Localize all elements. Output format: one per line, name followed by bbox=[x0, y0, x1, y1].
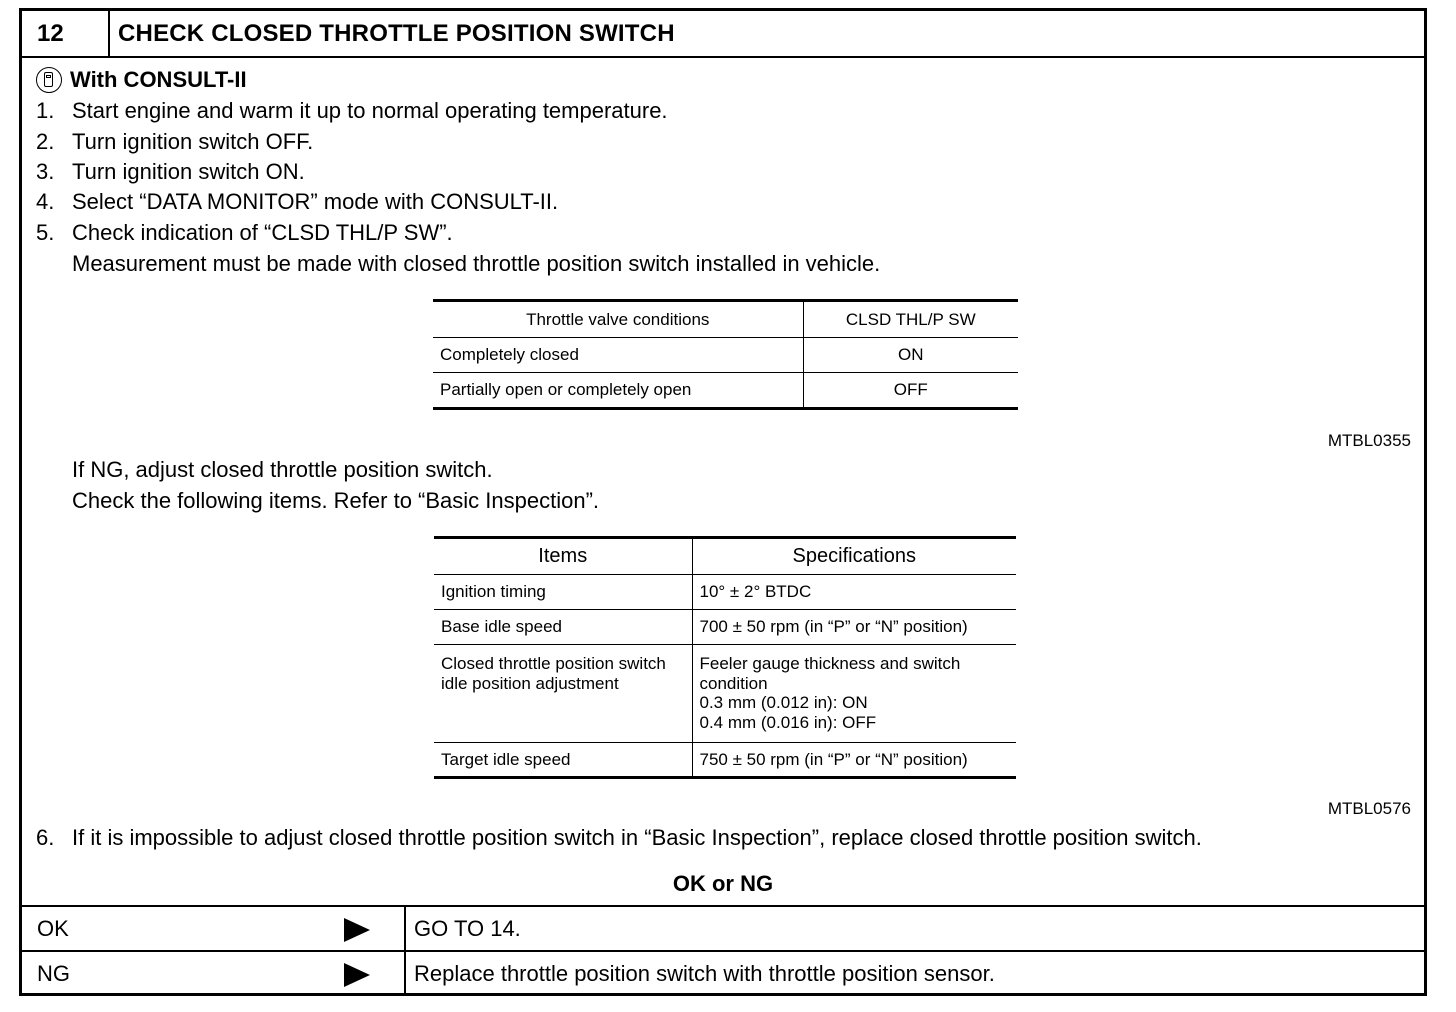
spec-line: 0.4 mm (0.016 in): OFF bbox=[699, 712, 877, 732]
right-triangle-arrow-icon bbox=[344, 963, 370, 987]
item-cell: Base idle speed bbox=[434, 610, 692, 645]
spec-cell: 750 ± 50 rpm (in “P” or “N” position) bbox=[692, 743, 1016, 778]
procedure-step-3 bbox=[36, 159, 305, 185]
table-header-row bbox=[434, 538, 1016, 575]
step-2-number: 2. bbox=[36, 129, 55, 154]
step-3-text: Turn ignition switch ON. bbox=[72, 159, 305, 184]
procedure-step-1 bbox=[36, 98, 668, 124]
switch-state-cell: ON bbox=[803, 338, 1018, 373]
with-consult-text: With CONSULT-II bbox=[70, 67, 247, 92]
table-row bbox=[433, 373, 1018, 409]
if-ng-text: If NG, adjust closed throttle position switch. bbox=[72, 457, 493, 482]
step-3-number: 3. bbox=[36, 159, 55, 184]
result-row-ng bbox=[22, 950, 1424, 995]
column-header-conditions: Throttle valve conditions bbox=[433, 301, 803, 338]
procedure-step-4 bbox=[36, 189, 558, 215]
ok-or-ng-title: OK or NG bbox=[672, 871, 774, 896]
condition-cell: Partially open or completely open bbox=[433, 373, 803, 409]
step-6-text: If it is impossible to adjust closed throttle position switch in “Basic Inspection”, replace closed throttle position switch. bbox=[72, 825, 1202, 850]
item-cell: Target idle speed bbox=[434, 743, 692, 778]
spec-cell bbox=[692, 645, 1016, 743]
table-row bbox=[434, 645, 1016, 743]
spec-cell: 700 ± 50 rpm (in “P” or “N” position) bbox=[692, 610, 1016, 645]
procedure-step-2 bbox=[36, 129, 313, 155]
step-4-text: Select “DATA MONITOR” mode with CONSULT-II. bbox=[72, 189, 559, 214]
table-row bbox=[434, 743, 1016, 778]
column-header-clsd-sw: CLSD THL/P SW bbox=[803, 301, 1018, 338]
ok-action: GO TO 14. bbox=[404, 907, 521, 950]
procedure-step-5 bbox=[36, 220, 453, 246]
procedure-frame bbox=[19, 8, 1427, 996]
table-row bbox=[433, 338, 1018, 373]
column-header-items: Items bbox=[434, 538, 692, 575]
with-consult-label bbox=[36, 67, 247, 93]
measurement-note: Measurement must be made with closed throttle position switch installed in vehicle. bbox=[72, 251, 881, 276]
step-title: CHECK CLOSED THROTTLE POSITION SWITCH bbox=[118, 20, 675, 47]
ok-label: OK bbox=[37, 916, 69, 941]
consult-tool-icon bbox=[36, 67, 62, 93]
spec-line: 0.3 mm (0.012 in): ON bbox=[699, 693, 868, 712]
step-header bbox=[22, 11, 1424, 58]
step-5-number: 5. bbox=[36, 220, 55, 245]
throttle-condition-table bbox=[433, 299, 1018, 410]
step-6-number: 6. bbox=[36, 825, 55, 850]
step-number: 12 bbox=[22, 11, 110, 56]
procedure-step-6 bbox=[36, 825, 1202, 851]
table-code-mtbl0576: MTBL0576 bbox=[1327, 799, 1411, 818]
step-5-text: Check indication of “CLSD THL/P SW”. bbox=[72, 220, 453, 245]
step-1-number: 1. bbox=[36, 98, 55, 123]
spec-cell: 10° ± 2° BTDC bbox=[692, 575, 1016, 610]
check-items-text: Check the following items. Refer to “Basic Inspection”. bbox=[72, 488, 600, 513]
step-1-text: Start engine and warm it up to normal operating temperature. bbox=[72, 98, 668, 123]
step-2-text: Turn ignition switch OFF. bbox=[72, 129, 314, 154]
table-code-mtbl0355: MTBL0355 bbox=[1327, 431, 1411, 450]
right-triangle-arrow-icon bbox=[344, 918, 370, 942]
condition-cell: Completely closed bbox=[433, 338, 803, 373]
specifications-table bbox=[434, 536, 1016, 779]
ng-action: Replace throttle position switch with throttle position sensor. bbox=[404, 952, 995, 995]
spec-line: Feeler gauge thickness and switch condition bbox=[699, 654, 961, 693]
step-4-number: 4. bbox=[36, 189, 55, 214]
result-row-ok bbox=[22, 905, 1424, 950]
item-cell: Ignition timing bbox=[434, 575, 692, 610]
table-header-row bbox=[433, 301, 1018, 338]
table-row bbox=[434, 575, 1016, 610]
item-cell: Closed throttle position switch idle position adjustment bbox=[434, 645, 692, 743]
switch-state-cell: OFF bbox=[803, 373, 1018, 409]
ng-label: NG bbox=[37, 961, 70, 986]
column-header-specifications: Specifications bbox=[692, 538, 1016, 575]
table-row bbox=[434, 610, 1016, 645]
